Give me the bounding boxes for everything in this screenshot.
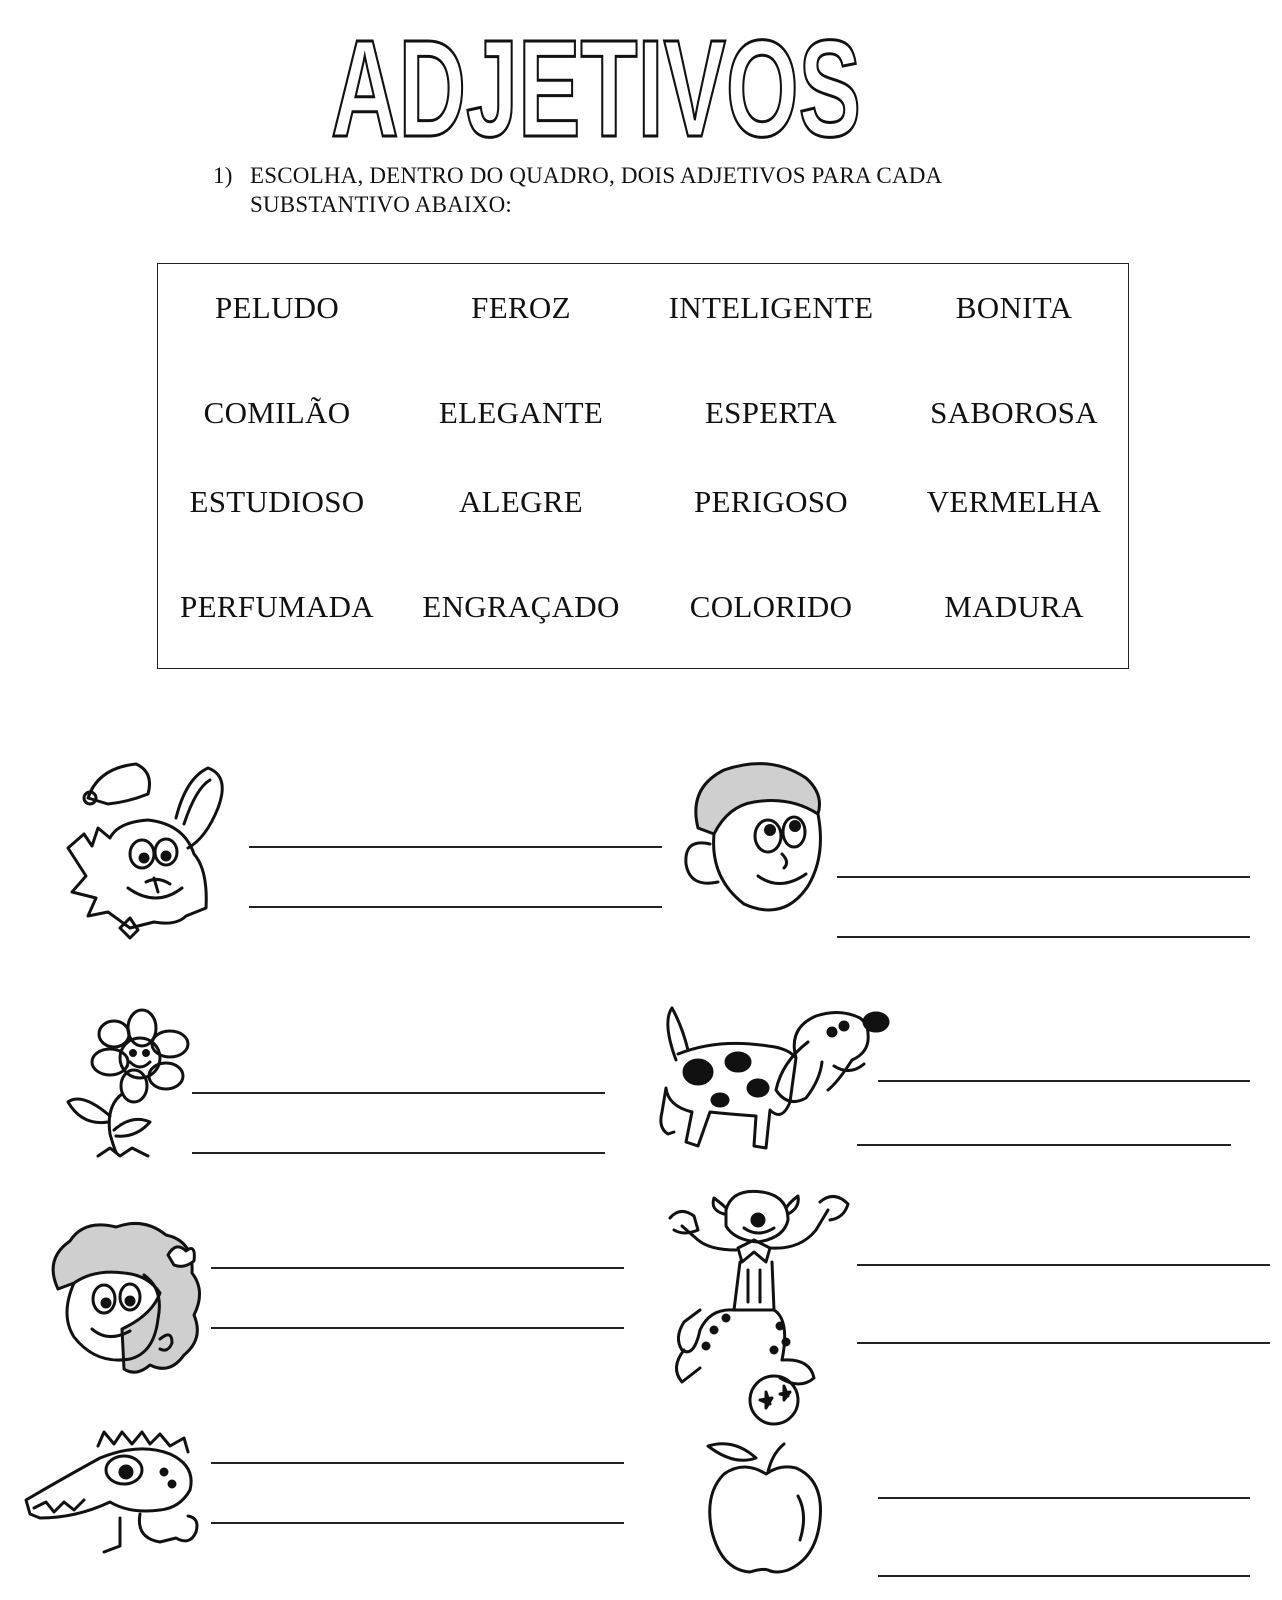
adjective-word: BONITA (955, 290, 1073, 325)
answer-line[interactable] (249, 906, 662, 908)
answer-line[interactable] (211, 1522, 624, 1524)
dog-picture (658, 1002, 888, 1154)
answer-line[interactable] (192, 1152, 605, 1154)
instruction-number: 1) (213, 163, 233, 188)
girl-picture (44, 1219, 206, 1379)
instruction-line-2: SUBSTANTIVO ABAIXO: (250, 192, 512, 217)
answer-line[interactable] (837, 876, 1250, 878)
answer-line[interactable] (211, 1462, 624, 1464)
answer-line[interactable] (857, 1264, 1270, 1266)
answer-line[interactable] (211, 1327, 624, 1329)
adjective-word: COMILÃO (203, 395, 351, 430)
answer-line[interactable] (837, 936, 1250, 938)
adjective-word: ESPERTA (704, 395, 838, 430)
clown-picture (670, 1190, 854, 1422)
worksheet-title-text: ADJETIVOS (331, 12, 861, 166)
adjective-word: COLORIDO (689, 589, 853, 624)
adjective-word: MADURA (944, 589, 1084, 624)
adjective-word: PERIGOSO (694, 484, 848, 519)
answer-line[interactable] (857, 1144, 1231, 1146)
adjective-box (157, 263, 1129, 669)
adjective-word: PELUDO (214, 290, 340, 325)
adjective-word: SABOROSA (930, 395, 1098, 430)
answer-line[interactable] (878, 1575, 1250, 1577)
answer-line[interactable] (878, 1080, 1250, 1082)
flower-picture (62, 1006, 192, 1158)
boy-picture (674, 758, 830, 916)
adjective-word: INTELIGENTE (668, 290, 874, 325)
answer-line[interactable] (211, 1267, 624, 1269)
adjective-word: PERFUMADA (180, 589, 374, 624)
adjective-word: ENGRAÇADO (422, 589, 620, 624)
answer-line[interactable] (857, 1342, 1270, 1344)
adjective-word: ALEGRE (458, 484, 584, 519)
adjective-word: VERMELHA (926, 484, 1102, 519)
answer-line[interactable] (249, 846, 662, 848)
rabbit-picture (58, 758, 244, 944)
instruction-line-1: ESCOLHA, DENTRO DO QUADRO, DOIS ADJETIVOS PARA CADA (250, 163, 943, 188)
answer-line[interactable] (878, 1497, 1250, 1499)
worksheet-title (326, 12, 866, 166)
answer-line[interactable] (192, 1092, 605, 1094)
alligator-picture (20, 1428, 210, 1560)
adjective-word: ESTUDIOSO (189, 484, 365, 519)
adjective-word: FEROZ (471, 290, 571, 325)
apple-picture (704, 1440, 828, 1576)
adjective-word: ELEGANTE (438, 395, 604, 430)
